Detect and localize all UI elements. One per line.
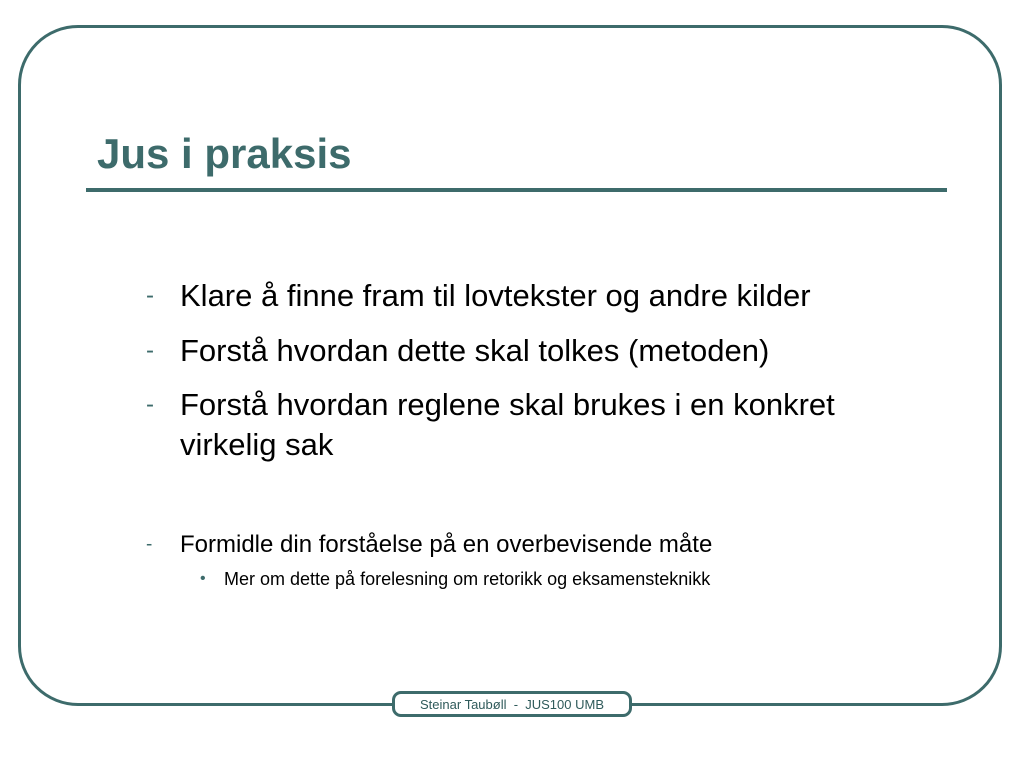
sub-bullet-item — [200, 567, 964, 591]
dash-marker: - — [146, 282, 154, 309]
bullet-text: Forstå hvordan reglene skal brukes i en konkret virkelig sak — [180, 387, 835, 462]
round-bullet-marker: • — [200, 570, 206, 587]
bullet-text: Forstå hvordan dette skal tolkes (metoden) — [180, 333, 770, 368]
dash-marker: - — [146, 337, 154, 364]
bullet-item — [146, 276, 970, 316]
bullet-text: Formidle din forståelse på en overbevisende måte — [180, 531, 713, 558]
bullet-item — [146, 385, 880, 465]
sub-bullet-text: Mer om dette på forelesning om retorikk og eksamensteknikk — [224, 569, 711, 589]
bullet-item — [146, 530, 970, 560]
bullet-text: Klare å finne fram til lovtekster og andre kilder — [180, 278, 811, 313]
footer-label: Steinar Taubøll - JUS100 UMB — [392, 691, 632, 717]
dash-marker: - — [146, 534, 153, 555]
bullet-item — [146, 331, 970, 371]
slide-title: Jus i praksis — [97, 130, 352, 177]
dash-marker: - — [146, 391, 154, 418]
